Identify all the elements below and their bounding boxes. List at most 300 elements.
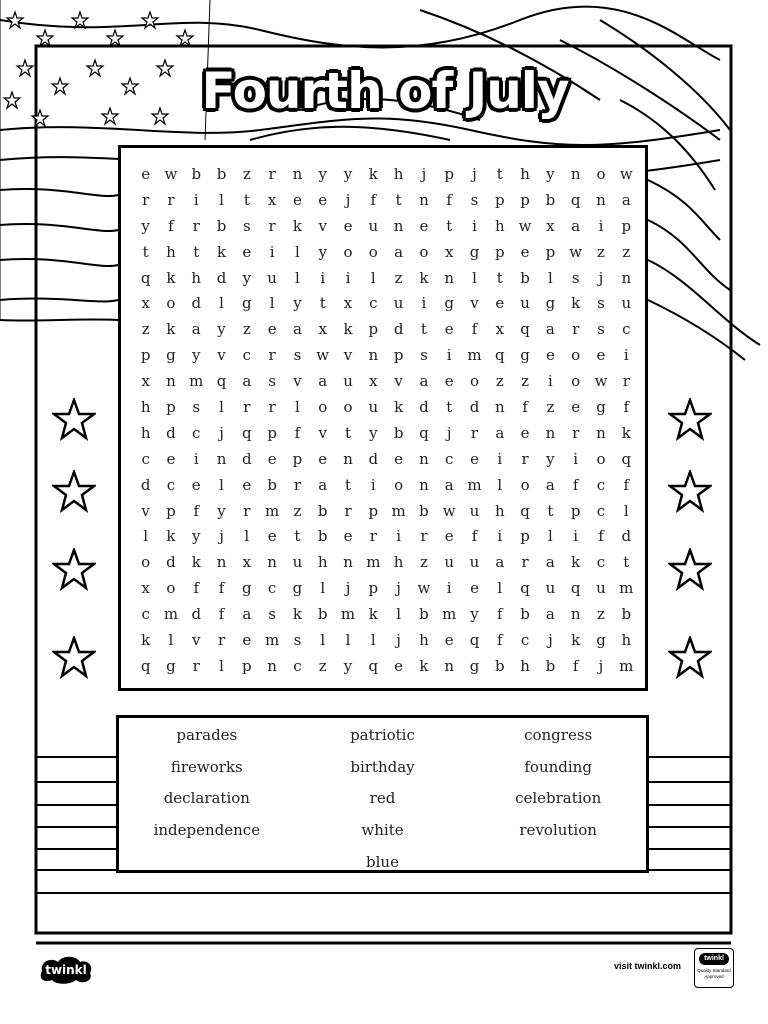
grid-letter[interactable]: c (596, 475, 606, 494)
grid-letter[interactable]: e (470, 579, 479, 598)
grid-letter[interactable]: g (444, 294, 455, 313)
grid-letter[interactable]: e (520, 423, 530, 442)
grid-letter[interactable]: y (369, 423, 378, 442)
grid-letter[interactable]: l (269, 294, 275, 313)
grid-letter[interactable]: h (494, 501, 505, 520)
grid-letter[interactable]: s (597, 294, 605, 313)
grid-letter[interactable]: t (395, 190, 402, 209)
grid-letter[interactable]: f (168, 216, 174, 235)
grid-letter[interactable]: n (419, 190, 429, 209)
grid-letter[interactable]: n (343, 449, 353, 468)
grid-letter[interactable]: r (167, 190, 175, 209)
grid-letter[interactable]: o (343, 242, 353, 261)
grid-letter[interactable]: l (219, 475, 224, 494)
grid-letter[interactable]: x (444, 242, 454, 261)
grid-letter[interactable]: w (619, 165, 633, 183)
grid-letter[interactable]: a (444, 475, 454, 494)
grid-letter[interactable]: f (497, 605, 503, 624)
grid-letter[interactable]: b (191, 165, 202, 183)
grid-letter[interactable]: d (393, 320, 404, 339)
grid-letter[interactable]: a (495, 423, 505, 442)
grid-letter[interactable]: l (295, 398, 300, 417)
grid-letter[interactable]: c (192, 423, 201, 442)
grid-letter[interactable]: e (242, 631, 252, 650)
grid-letter[interactable]: b (545, 190, 556, 209)
grid-letter[interactable]: r (572, 320, 580, 339)
grid-letter[interactable]: o (571, 372, 581, 391)
visit-link[interactable]: visit twinkl.com (614, 961, 682, 971)
grid-letter[interactable]: n (545, 423, 556, 442)
grid-letter[interactable]: c (596, 553, 606, 572)
grid-letter[interactable]: u (368, 216, 379, 235)
grid-letter[interactable]: m (265, 631, 280, 650)
grid-letter[interactable]: p (368, 320, 379, 339)
grid-letter[interactable]: o (571, 346, 581, 365)
grid-letter[interactable]: k (166, 527, 176, 546)
grid-letter[interactable]: z (546, 398, 555, 417)
grid-letter[interactable]: u (444, 553, 455, 572)
grid-letter[interactable]: c (141, 449, 150, 468)
grid-letter[interactable]: i (269, 242, 275, 261)
grid-letter[interactable]: t (446, 216, 453, 235)
grid-letter[interactable]: l (295, 242, 300, 261)
grid-letter[interactable]: t (193, 242, 200, 261)
grid-letter[interactable]: i (193, 449, 199, 468)
grid-letter[interactable]: i (396, 527, 402, 546)
grid-letter[interactable]: p (292, 449, 303, 468)
grid-letter[interactable]: l (547, 527, 553, 546)
grid-letter[interactable]: b (317, 527, 328, 546)
grid-letter[interactable]: s (571, 268, 580, 287)
grid-letter[interactable]: o (394, 475, 404, 494)
grid-letter[interactable]: o (368, 242, 378, 261)
grid-letter[interactable]: d (216, 268, 227, 287)
grid-letter[interactable]: k (191, 553, 201, 572)
grid-letter[interactable]: l (370, 268, 376, 287)
grid-letter[interactable]: i (421, 294, 427, 313)
grid-letter[interactable]: v (394, 372, 403, 391)
grid-letter[interactable]: l (497, 579, 503, 598)
grid-letter[interactable]: m (619, 579, 634, 598)
grid-letter[interactable]: v (192, 631, 201, 650)
grid-letter[interactable]: n (494, 398, 505, 417)
grid-letter[interactable]: i (320, 268, 326, 287)
grid-letter[interactable]: z (521, 372, 530, 391)
grid-letter[interactable]: a (242, 605, 252, 624)
grid-letter[interactable]: h (191, 268, 202, 287)
grid-letter[interactable]: s (470, 190, 479, 209)
grid-letter[interactable]: n (343, 553, 353, 572)
grid-letter[interactable]: g (520, 346, 530, 365)
grid-letter[interactable]: i (598, 216, 604, 235)
grid-letter[interactable]: r (243, 501, 251, 520)
grid-letter[interactable]: z (597, 242, 605, 261)
grid-letter[interactable]: w (518, 216, 532, 235)
grid-letter[interactable]: h (520, 656, 530, 675)
grid-letter[interactable]: y (546, 449, 555, 468)
grid-letter[interactable]: k (292, 216, 302, 235)
grid-letter[interactable]: u (596, 579, 606, 598)
grid-letter[interactable]: d (166, 423, 176, 442)
grid-letter[interactable]: k (571, 553, 581, 572)
grid-letter[interactable]: a (545, 553, 555, 572)
grid-letter[interactable]: e (318, 190, 328, 209)
grid-letter[interactable]: b (393, 423, 404, 442)
grid-letter[interactable]: z (318, 656, 327, 675)
grid-letter[interactable]: r (268, 398, 276, 417)
grid-letter[interactable]: g (166, 656, 176, 675)
grid-letter[interactable]: b (419, 605, 429, 624)
grid-letter[interactable]: p (393, 346, 404, 365)
grid-letter[interactable]: c (445, 449, 454, 468)
grid-letter[interactable]: d (140, 475, 151, 494)
grid-letter[interactable]: w (316, 346, 330, 365)
grid-letter[interactable]: e (343, 216, 353, 235)
grid-letter[interactable]: t (496, 268, 503, 287)
grid-letter[interactable]: g (469, 242, 480, 261)
grid-letter[interactable]: d (242, 449, 252, 468)
grid-letter[interactable]: h (419, 631, 429, 650)
grid-letter[interactable]: r (142, 190, 150, 209)
grid-letter[interactable]: k (343, 320, 353, 339)
grid-letter[interactable]: b (317, 501, 328, 520)
grid-letter[interactable]: x (369, 372, 378, 391)
grid-letter[interactable]: e (267, 449, 277, 468)
grid-letter[interactable]: j (548, 631, 553, 650)
grid-letter[interactable]: t (496, 165, 503, 183)
grid-letter[interactable]: q (570, 579, 581, 598)
grid-letter[interactable]: y (546, 165, 555, 183)
grid-letter[interactable]: z (242, 165, 251, 183)
grid-letter[interactable]: h (393, 165, 404, 183)
grid-letter[interactable]: s (293, 346, 302, 365)
grid-letter[interactable]: l (396, 605, 402, 624)
grid-letter[interactable]: j (598, 268, 604, 287)
grid-letter[interactable]: r (521, 553, 529, 572)
grid-letter[interactable]: n (419, 475, 429, 494)
grid-letter[interactable]: d (621, 527, 632, 546)
grid-letter[interactable]: d (368, 449, 379, 468)
grid-letter[interactable]: q (520, 501, 530, 520)
grid-letter[interactable]: i (345, 268, 351, 287)
grid-letter[interactable]: x (242, 553, 252, 572)
grid-letter[interactable]: m (467, 346, 482, 365)
grid-letter[interactable]: c (242, 346, 252, 365)
grid-letter[interactable]: u (343, 372, 353, 391)
grid-letter[interactable]: e (571, 398, 581, 417)
grid-letter[interactable]: s (242, 216, 251, 235)
grid-letter[interactable]: i (446, 346, 452, 365)
grid-letter[interactable]: r (268, 216, 276, 235)
grid-letter[interactable]: k (571, 631, 581, 650)
grid-letter[interactable]: n (292, 165, 303, 183)
grid-letter[interactable]: v (318, 216, 327, 235)
grid-letter[interactable]: l (623, 501, 629, 520)
grid-letter[interactable]: l (295, 268, 300, 287)
grid-letter[interactable]: l (472, 268, 477, 287)
grid-letter[interactable]: e (444, 631, 454, 650)
grid-letter[interactable]: p (368, 501, 379, 520)
grid-letter[interactable]: h (166, 242, 176, 261)
grid-letter[interactable]: o (596, 449, 606, 468)
grid-letter[interactable]: p (140, 346, 151, 365)
grid-letter[interactable]: d (419, 398, 429, 417)
grid-letter[interactable]: p (545, 242, 556, 261)
grid-letter[interactable]: p (520, 190, 530, 209)
grid-letter[interactable]: f (471, 527, 478, 546)
grid-letter[interactable]: t (294, 527, 301, 546)
grid-letter[interactable]: y (217, 501, 226, 520)
grid-letter[interactable]: k (141, 631, 151, 650)
grid-letter[interactable]: z (597, 605, 605, 624)
grid-letter[interactable]: r (521, 449, 529, 468)
grid-letter[interactable]: i (573, 527, 579, 546)
grid-letter[interactable]: t (319, 294, 326, 313)
grid-letter[interactable]: e (242, 242, 252, 261)
grid-letter[interactable]: x (318, 320, 327, 339)
grid-letter[interactable]: j (345, 579, 351, 598)
grid-letter[interactable]: t (547, 501, 554, 520)
grid-letter[interactable]: u (368, 398, 379, 417)
grid-letter[interactable]: b (545, 656, 556, 675)
grid-letter[interactable]: n (216, 449, 227, 468)
grid-letter[interactable]: a (242, 372, 252, 391)
grid-letter[interactable]: i (193, 190, 199, 209)
grid-letter[interactable]: l (219, 190, 224, 209)
grid-letter[interactable]: m (265, 501, 280, 520)
grid-letter[interactable]: m (619, 656, 634, 675)
grid-letter[interactable]: x (267, 190, 277, 209)
grid-letter[interactable]: q (419, 423, 429, 442)
grid-letter[interactable]: c (596, 501, 606, 520)
grid-letter[interactable]: y (343, 165, 353, 183)
grid-letter[interactable]: k (166, 268, 176, 287)
grid-letter[interactable]: l (370, 631, 376, 650)
grid-letter[interactable]: k (368, 605, 378, 624)
grid-letter[interactable]: u (267, 268, 277, 287)
grid-letter[interactable]: e (419, 216, 429, 235)
grid-letter[interactable]: j (396, 579, 401, 598)
grid-letter[interactable]: n (444, 656, 455, 675)
grid-letter[interactable]: m (189, 372, 204, 391)
grid-letter[interactable]: e (444, 372, 454, 391)
grid-letter[interactable]: e (318, 449, 328, 468)
grid-letter[interactable]: q (520, 579, 530, 598)
grid-letter[interactable]: i (446, 579, 452, 598)
grid-letter[interactable]: f (522, 398, 528, 417)
grid-letter[interactable]: y (293, 294, 302, 313)
grid-letter[interactable]: p (166, 398, 176, 417)
grid-letter[interactable]: z (394, 268, 403, 287)
grid-letter[interactable]: r (572, 423, 580, 442)
grid-letter[interactable]: a (394, 242, 404, 261)
grid-letter[interactable]: y (318, 242, 327, 261)
grid-letter[interactable]: a (292, 320, 302, 339)
grid-letter[interactable]: g (242, 579, 252, 598)
grid-letter[interactable]: a (545, 320, 555, 339)
grid-letter[interactable]: l (168, 631, 174, 650)
grid-letter[interactable]: d (166, 553, 176, 572)
grid-letter[interactable]: f (598, 527, 604, 546)
grid-letter[interactable]: c (520, 631, 530, 650)
grid-letter[interactable]: k (292, 605, 302, 624)
grid-letter[interactable]: j (345, 190, 351, 209)
grid-letter[interactable]: d (469, 398, 480, 417)
grid-letter[interactable]: k (419, 268, 429, 287)
grid-letter[interactable]: m (391, 501, 406, 520)
grid-letter[interactable]: v (141, 501, 150, 520)
grid-letter[interactable]: b (495, 656, 505, 675)
grid-letter[interactable]: f (218, 605, 225, 624)
grid-letter[interactable]: r (470, 423, 479, 442)
grid-letter[interactable]: i (547, 372, 553, 391)
grid-letter[interactable]: g (596, 631, 606, 650)
grid-letter[interactable]: f (294, 423, 301, 442)
grid-letter[interactable]: j (219, 527, 224, 546)
grid-letter[interactable]: p (166, 501, 176, 520)
grid-letter[interactable]: h (317, 553, 328, 572)
grid-letter[interactable]: y (192, 527, 201, 546)
grid-letter[interactable]: g (545, 294, 556, 313)
grid-letter[interactable]: l (497, 475, 503, 494)
grid-letter[interactable]: n (216, 553, 227, 572)
grid-letter[interactable]: o (419, 242, 429, 261)
grid-letter[interactable]: f (370, 190, 377, 209)
grid-letter[interactable]: j (446, 423, 452, 442)
grid-letter[interactable]: j (421, 165, 427, 183)
grid-letter[interactable]: y (343, 656, 353, 675)
grid-letter[interactable]: i (623, 346, 629, 365)
grid-letter[interactable]: k (621, 423, 631, 442)
grid-letter[interactable]: y (242, 268, 252, 287)
grid-letter[interactable]: a (318, 475, 328, 494)
grid-letter[interactable]: u (393, 294, 404, 313)
grid-letter[interactable]: q (140, 656, 151, 675)
grid-letter[interactable]: p (242, 656, 252, 675)
grid-letter[interactable]: y (318, 165, 327, 183)
grid-letter[interactable]: p (495, 190, 505, 209)
grid-letter[interactable]: q (469, 631, 480, 650)
grid-letter[interactable]: p (444, 165, 455, 183)
grid-letter[interactable]: n (621, 268, 632, 287)
grid-letter[interactable]: u (469, 553, 480, 572)
grid-letter[interactable]: l (244, 527, 250, 546)
grid-letter[interactable]: n (267, 656, 277, 675)
grid-letter[interactable]: e (495, 294, 505, 313)
grid-letter[interactable]: k (368, 165, 378, 183)
grid-letter[interactable]: m (467, 475, 482, 494)
grid-letter[interactable]: c (622, 320, 631, 339)
grid-letter[interactable]: k (166, 320, 176, 339)
grid-letter[interactable]: a (545, 605, 555, 624)
grid-letter[interactable]: k (394, 398, 404, 417)
grid-letter[interactable]: y (470, 605, 479, 624)
grid-letter[interactable]: r (243, 398, 251, 417)
grid-letter[interactable]: z (495, 372, 504, 391)
grid-letter[interactable]: f (193, 579, 200, 598)
grid-letter[interactable]: b (520, 605, 530, 624)
grid-letter[interactable]: i (472, 216, 477, 235)
grid-letter[interactable]: u (469, 501, 480, 520)
grid-letter[interactable]: k (571, 294, 581, 313)
grid-letter[interactable]: b (419, 501, 429, 520)
grid-letter[interactable]: g (469, 656, 480, 675)
grid-letter[interactable]: y (141, 216, 150, 235)
grid-letter[interactable]: n (444, 268, 455, 287)
grid-letter[interactable]: b (520, 268, 530, 287)
grid-letter[interactable]: n (267, 553, 277, 572)
grid-letter[interactable]: p (368, 579, 379, 598)
grid-letter[interactable]: o (520, 475, 530, 494)
grid-letter[interactable]: h (494, 216, 505, 235)
grid-letter[interactable]: b (267, 475, 277, 494)
grid-letter[interactable]: k (419, 656, 429, 675)
grid-letter[interactable]: h (393, 553, 404, 572)
grid-letter[interactable]: l (320, 631, 326, 650)
grid-letter[interactable]: t (623, 553, 630, 572)
grid-letter[interactable]: e (470, 449, 479, 468)
grid-letter[interactable]: m (163, 605, 179, 624)
grid-letter[interactable]: z (141, 320, 150, 339)
grid-letter[interactable]: l (143, 527, 149, 546)
grid-letter[interactable]: e (394, 449, 404, 468)
grid-letter[interactable]: p (267, 423, 277, 442)
grid-letter[interactable]: z (622, 242, 631, 261)
grid-letter[interactable]: q (520, 320, 530, 339)
grid-letter[interactable]: o (596, 165, 606, 183)
grid-letter[interactable]: s (192, 398, 201, 417)
grid-letter[interactable]: o (166, 579, 176, 598)
grid-letter[interactable]: x (343, 294, 353, 313)
grid-letter[interactable]: g (166, 346, 176, 365)
grid-letter[interactable]: t (345, 423, 352, 442)
grid-letter[interactable]: x (495, 320, 505, 339)
grid-letter[interactable]: g (596, 398, 606, 417)
grid-letter[interactable]: r (344, 501, 352, 520)
grid-letter[interactable]: j (598, 656, 604, 675)
grid-letter[interactable]: e (267, 527, 277, 546)
grid-letter[interactable]: q (216, 372, 227, 391)
grid-letter[interactable]: n (596, 423, 606, 442)
grid-letter[interactable]: x (141, 579, 150, 598)
grid-letter[interactable]: o (469, 372, 480, 391)
grid-letter[interactable]: p (520, 527, 530, 546)
grid-letter[interactable]: e (444, 320, 454, 339)
grid-letter[interactable]: c (166, 475, 176, 494)
grid-letter[interactable]: x (141, 372, 150, 391)
grid-letter[interactable]: a (495, 553, 505, 572)
grid-letter[interactable]: e (444, 527, 454, 546)
grid-letter[interactable]: p (495, 242, 505, 261)
grid-letter[interactable]: y (192, 346, 201, 365)
grid-letter[interactable]: s (293, 631, 302, 650)
grid-letter[interactable]: j (219, 423, 224, 442)
grid-letter[interactable]: x (546, 216, 555, 235)
grid-letter[interactable]: s (268, 605, 276, 624)
grid-letter[interactable]: e (141, 165, 151, 183)
grid-letter[interactable]: v (293, 372, 302, 391)
grid-letter[interactable]: n (596, 190, 606, 209)
grid-letter[interactable]: n (393, 216, 404, 235)
grid-letter[interactable]: f (623, 398, 630, 417)
grid-letter[interactable]: q (621, 449, 632, 468)
grid-letter[interactable]: i (497, 449, 503, 468)
grid-letter[interactable]: e (596, 346, 606, 365)
grid-letter[interactable]: r (192, 656, 200, 675)
grid-letter[interactable]: z (242, 320, 251, 339)
grid-letter[interactable]: n (368, 346, 379, 365)
grid-letter[interactable]: k (216, 242, 227, 261)
